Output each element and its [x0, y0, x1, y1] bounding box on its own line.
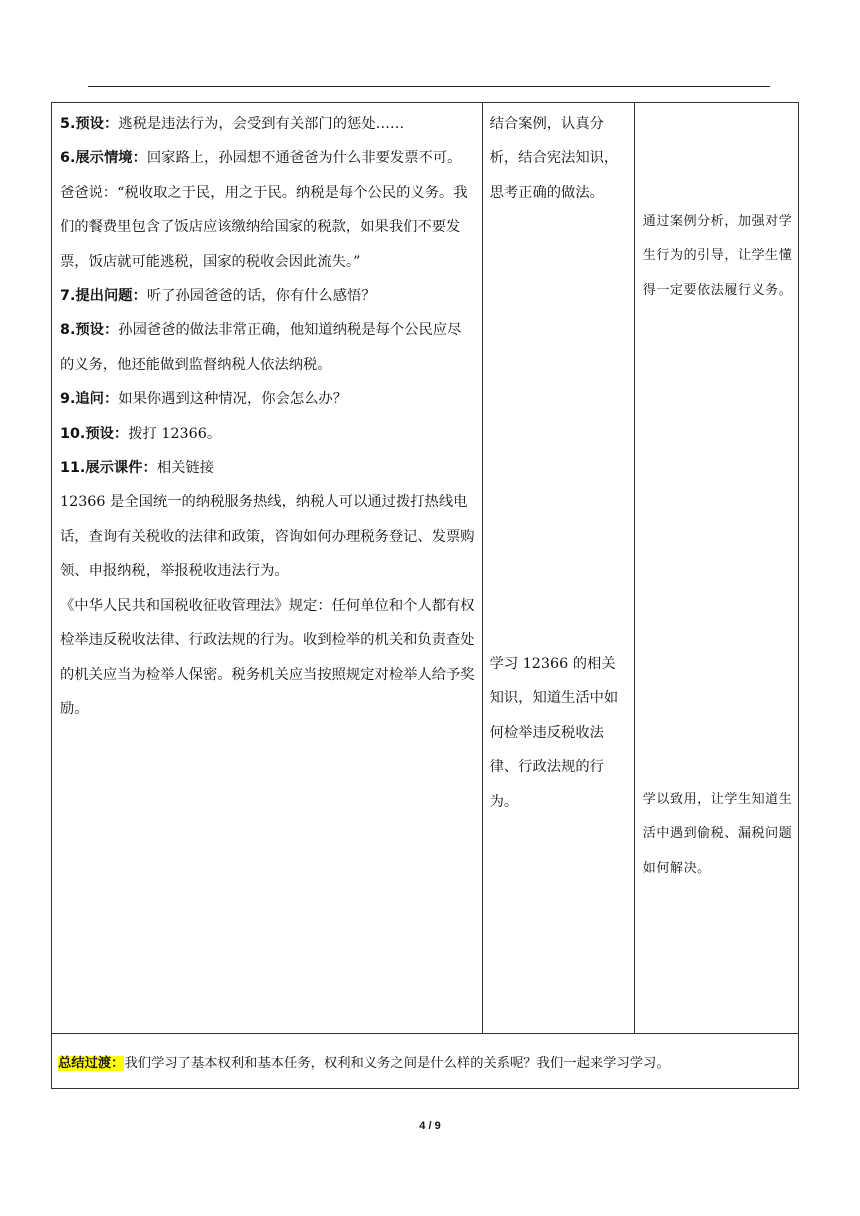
item-text: 拨打 12366。 — [128, 425, 222, 442]
item-6 — [60, 141, 476, 279]
item-label: 6.展示情境： — [60, 150, 147, 167]
hotline-paragraph: 12366 是全国统一的纳税服务热线，纳税人可以通过拨打热线电话，查询有关税收的法律和政策，咨询如何办理税务登记、发票购领、申报纳税，举报税收违法行为。 — [60, 494, 475, 580]
summary-label: 总结过渡： — [58, 1055, 125, 1071]
student-activity-block-2: 学习 12366 的相关知识，知道生活中如何检举违反税收法律、行政法规的行为。 — [489, 656, 619, 810]
item-5 — [60, 107, 476, 141]
header-rule — [88, 86, 770, 87]
summary-text: 我们学习了基本权利和基本任务，权利和义务之间是什么样的关系呢？我们一起来学习学习。 — [124, 1055, 670, 1071]
student-activity-cell — [482, 103, 634, 1034]
item-text: 相关链接 — [156, 460, 214, 477]
item-text: 逃税是违法行为，会受到有关部门的惩处…… — [118, 116, 405, 132]
summary-cell — [52, 1034, 799, 1089]
item-text: 如果你遇到这种情况，你会怎么办？ — [118, 391, 348, 408]
page-number: 4 / 9 — [419, 1120, 441, 1132]
item-7 — [60, 279, 476, 313]
item-label: 9.追问： — [60, 391, 119, 408]
lesson-row — [52, 103, 799, 1034]
item-8 — [60, 313, 476, 382]
design-intent-block-2: 学以致用，让学生知道生活中遇到偷税、漏税问题如何解决。 — [642, 792, 793, 876]
item-9 — [60, 382, 476, 416]
law-paragraph: 《中华人民共和国税收征收管理法》规定：任何单位和个人都有权检举违反税收法律、行政法规的行为。收到检举的机关和负责查处的机关应当为检举人保密。税务机关应当按照规定对检举人给予奖励。 — [60, 597, 475, 717]
design-intent-block-1: 通过案例分析，加强对学生行为的引导，让学生懂得一定要依法履行义务。 — [642, 214, 793, 298]
design-intent-cell — [634, 103, 798, 1034]
lesson-table — [51, 102, 799, 1089]
teacher-activity-cell — [52, 103, 483, 1034]
item-label: 11.展示课件： — [60, 460, 157, 477]
item-text: 听了孙园爸爸的话，你有什么感悟？ — [146, 288, 376, 305]
item-label: 8.预设： — [60, 322, 119, 339]
item-label: 7.提出问题： — [60, 288, 147, 305]
student-activity-block-1: 结合案例，认真分析，结合宪法知识，思考正确的做法。 — [489, 116, 619, 201]
item-label: 5.预设： — [60, 116, 119, 132]
item-text: 回家路上，孙园想不通爸爸为什么非要发票不可。爸爸说：“税收取之于民，用之于民。纳税是每个公民的义务。我们的餐费里包含了饭店应该缴纳给国家的税款，如果我们不要发票，饭店就可能逃税，国家的税收会因此流失。” — [60, 150, 468, 270]
item-label: 10.预设： — [60, 425, 129, 442]
item-10 — [60, 417, 476, 451]
summary-row — [52, 1034, 799, 1089]
item-text: 孙园爸爸的做法非常正确，他知道纳税是每个公民应尽的义务，他还能做到监督纳税人依法纳税。 — [60, 322, 462, 373]
item-11 — [60, 451, 476, 485]
